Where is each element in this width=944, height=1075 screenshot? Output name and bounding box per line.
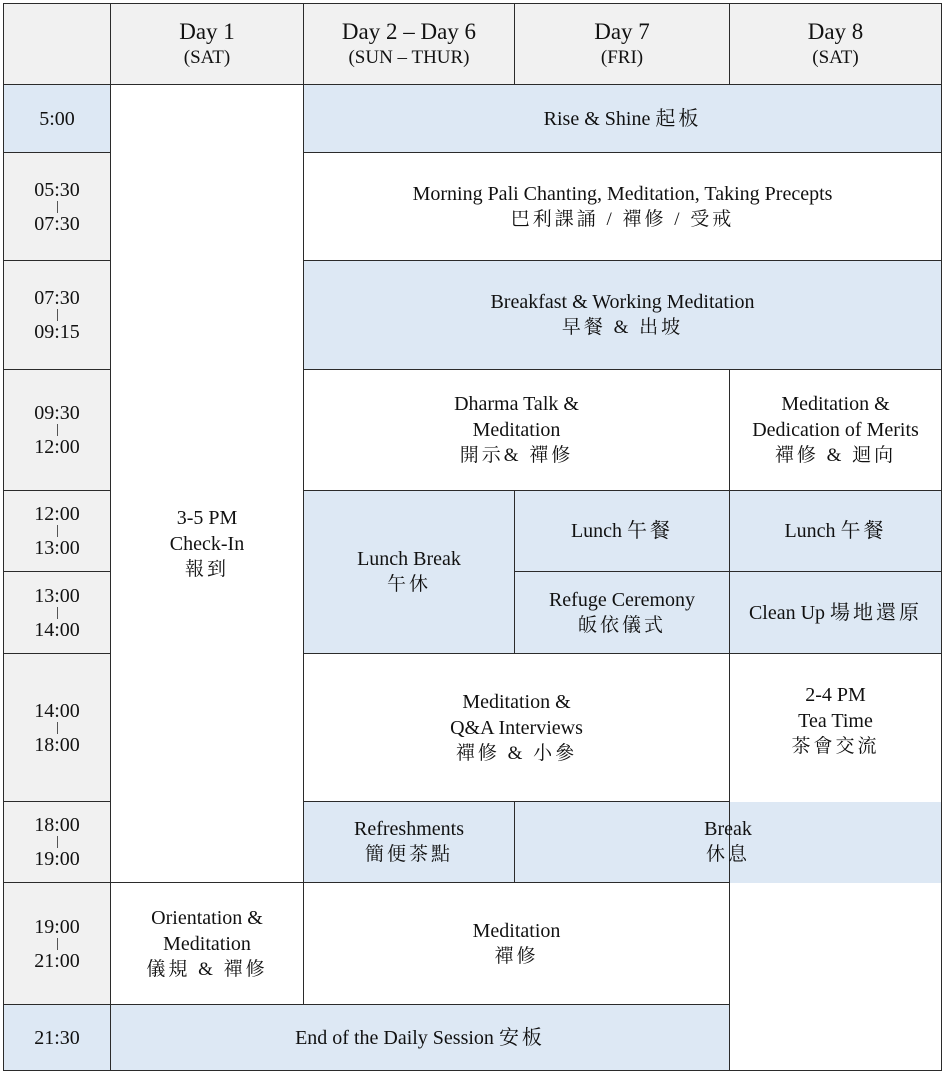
- evening-meditation-cell: Meditation 禪修: [304, 883, 730, 1005]
- time-cell: 05:30 07:30: [4, 153, 111, 261]
- time-cell: 14:00 18:00: [4, 654, 111, 802]
- dharma-talk-cell: Dharma Talk & Meditation 開示& 禪修: [304, 370, 730, 491]
- interviews-cell: Meditation & Q&A Interviews 禪修 & 小參: [304, 654, 730, 802]
- header-row: [4, 4, 942, 85]
- day1-header: Day 1 (SAT): [111, 4, 304, 85]
- day8-dedication-cell: Meditation & Dedication of Merits 禪修 & 迴向: [730, 370, 942, 491]
- rise-and-shine-cell: Rise & Shine 起板: [304, 85, 942, 153]
- breakfast-cell: Breakfast & Working Meditation 早餐 & 出坡: [304, 261, 942, 370]
- time-separator: [57, 525, 58, 537]
- time-cell: 5:00: [4, 85, 111, 153]
- retreat-schedule-table: [3, 3, 942, 1071]
- day8-lunch-cell: Lunch 午餐: [730, 491, 942, 572]
- time-separator: [57, 201, 58, 213]
- morning-chanting-cell: Morning Pali Chanting, Meditation, Taking Precepts 巴利課誦 / 禪修 / 受戒: [304, 153, 942, 261]
- time-cell: 18:00 19:00: [4, 802, 111, 883]
- time-separator: [57, 836, 58, 848]
- row-0500: [4, 85, 942, 153]
- day7-lunch-cell: Lunch 午餐: [515, 491, 730, 572]
- day8-header: Day 8 (SAT): [730, 4, 942, 85]
- time-separator: [57, 607, 58, 619]
- time-cell: 13:00 14:00: [4, 572, 111, 654]
- day2-6-header: Day 2 – Day 6 (SUN – THUR): [304, 4, 515, 85]
- break-cell: Break 休息: [515, 802, 942, 883]
- time-separator: [57, 722, 58, 734]
- day7-header: Day 7 (FRI): [515, 4, 730, 85]
- lunch-break-cell: Lunch Break 午休: [304, 491, 515, 654]
- time-separator: [57, 938, 58, 950]
- time-cell: 19:00 21:00: [4, 883, 111, 1005]
- refreshments-cell: Refreshments 簡便茶點: [304, 802, 515, 883]
- time-cell: 21:30: [4, 1005, 111, 1071]
- refuge-ceremony-cell: Refuge Ceremony 皈依儀式: [515, 572, 730, 654]
- day1-checkin-cell: 3-5 PM Check-In 報到: [111, 85, 304, 883]
- day8-tea-time-cell: 2-4 PM Tea Time 茶會交流: [730, 654, 942, 1071]
- time-cell: 09:30 12:00: [4, 370, 111, 491]
- time-separator: [57, 424, 58, 436]
- orientation-cell: Orientation & Meditation 儀規 & 禪修: [111, 883, 304, 1005]
- end-of-session-cell: End of the Daily Session 安板: [111, 1005, 730, 1071]
- time-cell: 07:30 09:15: [4, 261, 111, 370]
- corner-cell: [4, 4, 111, 85]
- day8-cleanup-cell: Clean Up 場地還原: [730, 572, 942, 654]
- time-cell: 12:00 13:00: [4, 491, 111, 572]
- time-separator: [57, 309, 58, 321]
